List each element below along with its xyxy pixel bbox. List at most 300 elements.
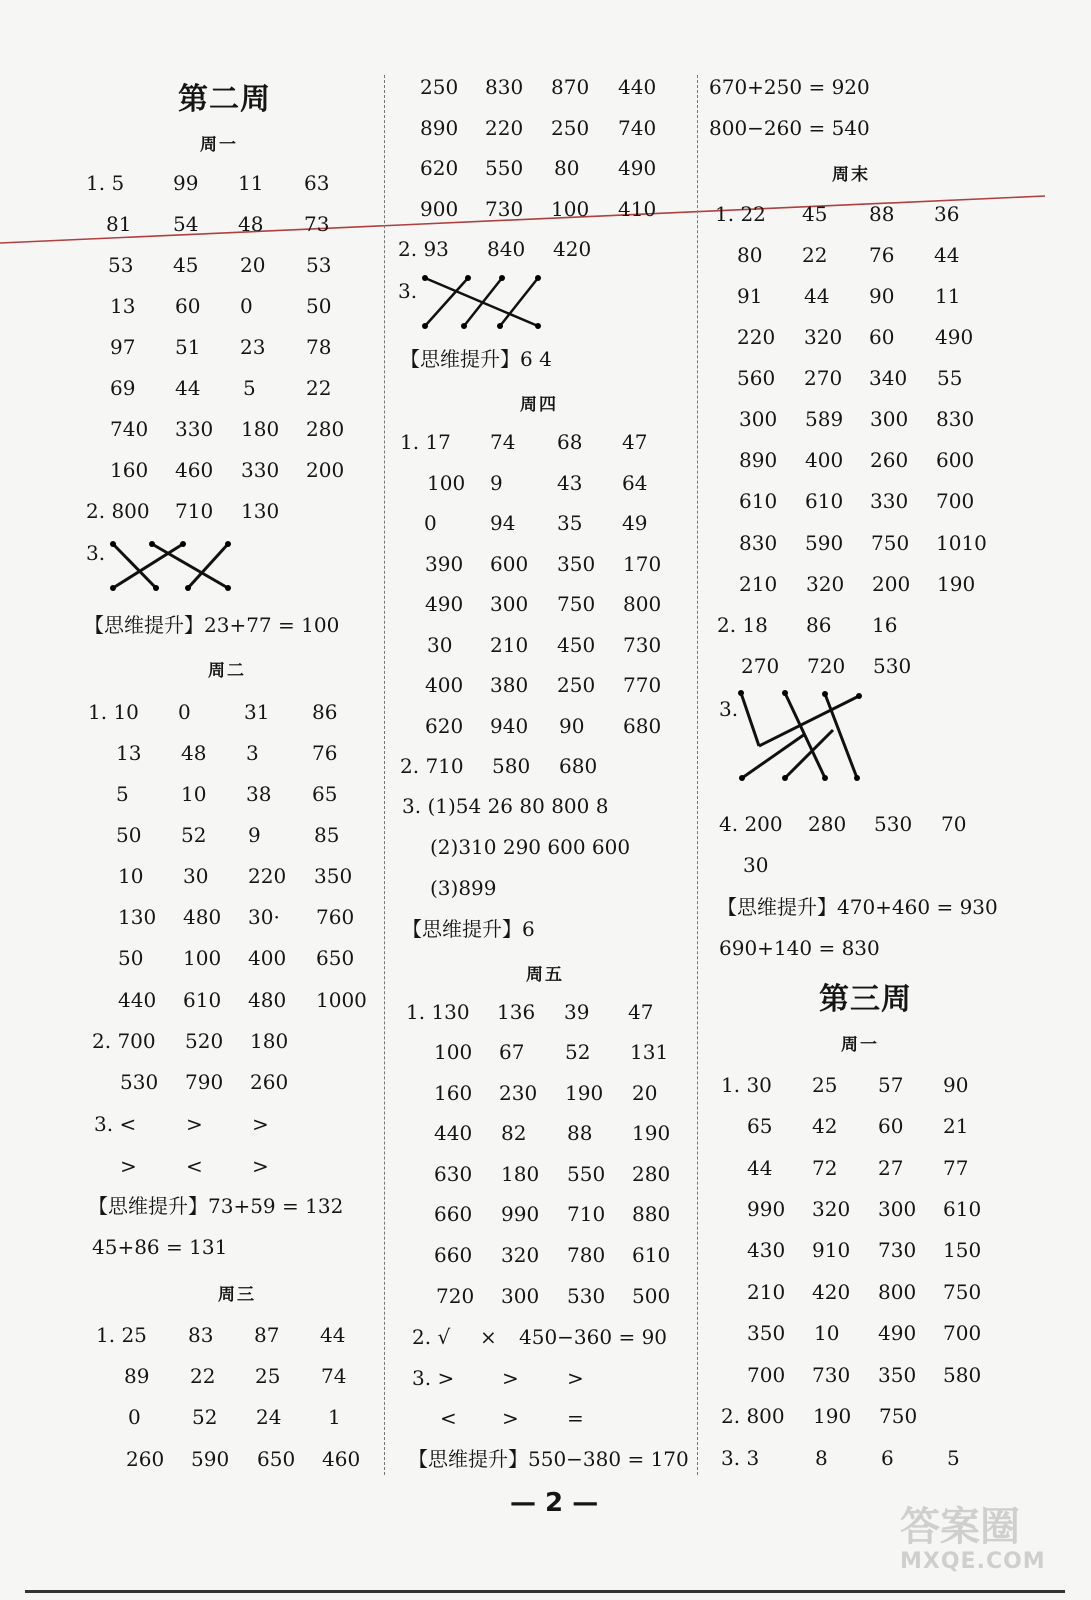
- answer-value: 63: [304, 171, 330, 195]
- answer-value: 280: [808, 812, 847, 836]
- column-1: [78, 0, 378, 1600]
- answer-value: 91: [737, 284, 763, 308]
- answer-value: 2. 800: [86, 499, 150, 523]
- answer-value: 3.: [719, 697, 739, 721]
- answer-value: 130: [241, 499, 280, 523]
- answer-value: 730: [485, 197, 524, 221]
- answer-value: 38: [246, 782, 272, 806]
- answer-value: 710: [567, 1202, 606, 1226]
- answer-value: 69: [110, 376, 136, 400]
- answer-value: 430: [747, 1238, 786, 1262]
- answer-value: 750: [943, 1280, 982, 1304]
- answer-value: 530: [567, 1284, 606, 1308]
- answer-value: 660: [434, 1202, 473, 1226]
- answer-value: 800: [623, 592, 662, 616]
- answer-value: 60: [869, 325, 895, 349]
- answer-value: 610: [943, 1197, 982, 1221]
- answer-value: 27: [878, 1156, 904, 1180]
- answer-value: 86: [806, 613, 832, 637]
- answer-value: (2)310 290 600 600: [430, 835, 631, 859]
- answer-value: 180: [241, 417, 280, 441]
- answer-value: 1. 25: [96, 1323, 147, 1347]
- answer-value: 180: [250, 1029, 289, 1053]
- answer-value: 1. 17: [400, 430, 451, 454]
- answer-value: 400: [425, 673, 464, 697]
- answer-value: 16: [872, 613, 898, 637]
- answer-value: 45+86 = 131: [92, 1235, 228, 1259]
- answer-value: >: [252, 1154, 269, 1178]
- answer-value: 53: [108, 253, 134, 277]
- answer-value: 【思维提升】6 4: [400, 347, 552, 371]
- answer-value: 50: [118, 946, 144, 970]
- answer-value: 90: [559, 714, 585, 738]
- answer-value: 650: [257, 1447, 296, 1471]
- answer-value: 600: [490, 552, 529, 576]
- bottom-rule: [25, 1590, 1065, 1593]
- answer-value: 44: [934, 243, 960, 267]
- answer-value: 740: [110, 417, 149, 441]
- answer-value: 30: [427, 633, 453, 657]
- answer-value: 1000: [316, 988, 367, 1012]
- answer-value: 190: [565, 1081, 604, 1105]
- day-heading-mon-week3: 周一: [841, 1035, 879, 1055]
- answer-value: 2. √: [412, 1325, 451, 1349]
- answer-value: 3: [246, 741, 259, 765]
- answer-value: 88: [869, 202, 895, 226]
- answer-value: 82: [501, 1121, 527, 1145]
- answer-value: 99: [173, 171, 199, 195]
- answer-value: 45: [173, 253, 199, 277]
- answer-value: 330: [241, 458, 280, 482]
- answer-value: 300: [878, 1197, 917, 1221]
- answer-value: 22: [190, 1364, 216, 1388]
- answer-value: 9: [248, 823, 261, 847]
- answer-value: 51: [175, 335, 201, 359]
- answer-value: 750: [879, 1404, 918, 1428]
- answer-value: 530: [873, 654, 912, 678]
- matching-lines-diagram: [108, 540, 238, 595]
- answer-value: 22: [306, 376, 332, 400]
- answer-value: 57: [878, 1073, 904, 1097]
- answer-value: 460: [322, 1447, 361, 1471]
- answer-value: 67: [499, 1040, 525, 1064]
- answer-value: 55: [937, 366, 963, 390]
- answer-value: 720: [807, 654, 846, 678]
- answer-value: 210: [747, 1280, 786, 1304]
- answer-value: 230: [499, 1081, 538, 1105]
- answer-value: 780: [567, 1243, 606, 1267]
- answer-value: 64: [622, 471, 648, 495]
- answer-value: 700: [747, 1363, 786, 1387]
- answer-value: 750: [557, 592, 596, 616]
- answer-value: 11: [935, 284, 961, 308]
- answer-value: 1. 10: [88, 700, 139, 724]
- answer-value: >: [186, 1112, 203, 1136]
- answer-value: 530: [120, 1070, 159, 1094]
- answer-value: 590: [191, 1447, 230, 1471]
- answer-value: 30: [183, 864, 209, 888]
- answer-value: 1. 130: [406, 1000, 470, 1024]
- answer-value: 60: [175, 294, 201, 318]
- answer-value: 390: [425, 552, 464, 576]
- answer-value: 990: [501, 1202, 540, 1226]
- answer-value: 450−360 = 90: [519, 1325, 668, 1349]
- answer-value: 190: [937, 572, 976, 596]
- answer-value: 44: [175, 376, 201, 400]
- answer-value: 830: [739, 531, 778, 555]
- answer-value: 680: [559, 754, 598, 778]
- answer-value: 3.: [398, 279, 418, 303]
- answer-value: 210: [739, 572, 778, 596]
- answer-value: 490: [618, 156, 657, 180]
- answer-value: 23: [240, 335, 266, 359]
- answer-value: 220: [737, 325, 776, 349]
- answer-value: 2. 18: [717, 613, 768, 637]
- answer-value: 300: [870, 407, 909, 431]
- answer-value: 170: [623, 552, 662, 576]
- matching-lines-diagram: [420, 274, 550, 334]
- answer-value: 83: [188, 1323, 214, 1347]
- answer-value: =: [567, 1406, 584, 1430]
- answer-value: 60: [878, 1114, 904, 1138]
- answer-value: 45: [802, 202, 828, 226]
- answer-value: 440: [618, 75, 657, 99]
- answer-value: 90: [869, 284, 895, 308]
- answer-value: 320: [806, 572, 845, 596]
- answer-value: 280: [306, 417, 345, 441]
- answer-value: 940: [490, 714, 529, 738]
- answer-value: 30: [743, 853, 769, 877]
- answer-value: 53: [306, 253, 332, 277]
- answer-value: 560: [737, 366, 776, 390]
- answer-value: 47: [622, 430, 648, 454]
- answer-value: 10: [181, 782, 207, 806]
- answer-value: 10: [814, 1321, 840, 1345]
- answer-value: 730: [878, 1238, 917, 1262]
- answer-value: 3.: [86, 541, 106, 565]
- answer-value: 43: [557, 471, 583, 495]
- answer-value: 100: [551, 197, 590, 221]
- answer-value: 300: [501, 1284, 540, 1308]
- answer-value: 220: [485, 116, 524, 140]
- day-heading-weekend: 周末: [832, 165, 870, 185]
- answer-value: 97: [110, 335, 136, 359]
- answer-value: 52: [192, 1405, 218, 1429]
- answer-value: 870: [551, 75, 590, 99]
- answer-value: 100: [434, 1040, 473, 1064]
- answer-value: 49: [622, 511, 648, 535]
- answer-value: 210: [490, 633, 529, 657]
- answer-value: 900: [420, 197, 459, 221]
- answer-value: 31: [244, 700, 270, 724]
- answer-value: 910: [812, 1238, 851, 1262]
- answer-value: 13: [116, 741, 142, 765]
- answer-value: <: [186, 1154, 203, 1178]
- answer-value: 589: [805, 407, 844, 431]
- answer-value: 22: [802, 243, 828, 267]
- answer-value: 880: [632, 1202, 671, 1226]
- day-heading-fri: 周五: [526, 965, 564, 985]
- answer-value: 50: [306, 294, 332, 318]
- answer-value: 350: [747, 1321, 786, 1345]
- answer-value: 2. 700: [92, 1029, 156, 1053]
- answer-value: 11: [238, 171, 264, 195]
- answer-value: 500: [632, 1284, 671, 1308]
- answer-value: 720: [436, 1284, 475, 1308]
- answer-value: 680: [623, 714, 662, 738]
- answer-value: 890: [420, 116, 459, 140]
- answer-value: 700: [936, 489, 975, 513]
- answer-value: 830: [485, 75, 524, 99]
- answer-value: 610: [183, 988, 222, 1012]
- answer-value: 3. >: [412, 1366, 455, 1390]
- answer-value: 20: [632, 1081, 658, 1105]
- answer-value: 260: [126, 1447, 165, 1471]
- answer-value: 400: [805, 448, 844, 472]
- answer-value: 131: [630, 1040, 669, 1064]
- day-heading-thu: 周四: [520, 395, 558, 415]
- answer-value: 200: [872, 572, 911, 596]
- answer-value: 2. 800: [721, 1404, 785, 1428]
- answer-value: 5: [947, 1446, 960, 1470]
- answer-value: >: [567, 1366, 584, 1390]
- week-title-3: 第三周: [819, 982, 912, 1017]
- answer-value: 81: [106, 212, 132, 236]
- answer-value: 72: [812, 1156, 838, 1180]
- answer-value: 【思维提升】73+59 = 132: [88, 1194, 344, 1218]
- answer-value: 610: [805, 489, 844, 513]
- day-heading-tue: 周二: [208, 661, 246, 681]
- answer-value: 580: [943, 1363, 982, 1387]
- answer-value: 52: [565, 1040, 591, 1064]
- answer-value: 730: [623, 633, 662, 657]
- answer-value: 8: [815, 1446, 828, 1470]
- answer-value: 88: [567, 1121, 593, 1145]
- answer-value: 74: [321, 1364, 347, 1388]
- answer-value: 760: [316, 905, 355, 929]
- answer-value: 350: [878, 1363, 917, 1387]
- answer-value: 136: [497, 1000, 536, 1024]
- answer-value: 690+140 = 830: [719, 936, 880, 960]
- answer-value: ×: [480, 1325, 497, 1349]
- answer-value: 670+250 = 920: [709, 75, 870, 99]
- answer-value: 1. 30: [721, 1073, 772, 1097]
- answer-value: 5: [116, 782, 129, 806]
- answer-value: 9: [490, 471, 503, 495]
- column-3: [707, 0, 1057, 1600]
- answer-value: 160: [110, 458, 149, 482]
- answer-value: 【思维提升】23+77 = 100: [84, 613, 340, 637]
- answer-value: 460: [175, 458, 214, 482]
- answer-value: 410: [618, 197, 657, 221]
- column-2: [392, 0, 692, 1600]
- answer-value: 90: [943, 1073, 969, 1097]
- answer-value: 21: [943, 1114, 969, 1138]
- answer-value: 42: [812, 1114, 838, 1138]
- answer-value: 73: [304, 212, 330, 236]
- answer-value: 3. 3: [721, 1446, 760, 1470]
- answer-value: 76: [869, 243, 895, 267]
- answer-value: 35: [557, 511, 583, 535]
- answer-value: 70: [941, 812, 967, 836]
- answer-value: 700: [943, 1321, 982, 1345]
- answer-value: 800: [878, 1280, 917, 1304]
- day-heading-wed: 周三: [218, 1285, 256, 1305]
- column-divider-left: [384, 75, 385, 1475]
- answer-value: (3)899: [430, 876, 497, 900]
- answer-value: 490: [878, 1321, 917, 1345]
- answer-value: 320: [804, 325, 843, 349]
- answer-value: 830: [936, 407, 975, 431]
- answer-value: 1010: [936, 531, 987, 555]
- answer-value: 250: [551, 116, 590, 140]
- answer-value: 840: [487, 237, 526, 261]
- answer-value: 330: [175, 417, 214, 441]
- answer-value: 600: [936, 448, 975, 472]
- answer-value: 85: [314, 823, 340, 847]
- answer-value: 520: [185, 1029, 224, 1053]
- answer-value: 78: [306, 335, 332, 359]
- answer-value: 44: [320, 1323, 346, 1347]
- answer-value: >: [502, 1366, 519, 1390]
- answer-value: 180: [501, 1162, 540, 1186]
- answer-value: 580: [492, 754, 531, 778]
- answer-value: 380: [490, 673, 529, 697]
- answer-value: 200: [306, 458, 345, 482]
- answer-value: >: [502, 1406, 519, 1430]
- answer-value: 76: [312, 741, 338, 765]
- answer-value: 80: [737, 243, 763, 267]
- answer-value: 10: [118, 864, 144, 888]
- answer-value: 1: [328, 1405, 341, 1429]
- answer-value: 1. 22: [715, 202, 766, 226]
- answer-value: 24: [256, 1405, 282, 1429]
- answer-value: 39: [564, 1000, 590, 1024]
- answer-value: 490: [425, 592, 464, 616]
- answer-value: 550: [567, 1162, 606, 1186]
- answer-value: 0: [178, 700, 191, 724]
- answer-value: 86: [312, 700, 338, 724]
- answer-value: 420: [553, 237, 592, 261]
- answer-value: 5: [243, 376, 256, 400]
- answer-value: 44: [804, 284, 830, 308]
- answer-value: 54: [173, 212, 199, 236]
- answer-value: 300: [739, 407, 778, 431]
- answer-value: 100: [427, 471, 466, 495]
- answer-value: >: [252, 1112, 269, 1136]
- answer-value: 150: [943, 1238, 982, 1262]
- answer-value: 190: [632, 1121, 671, 1145]
- answer-value: 65: [747, 1114, 773, 1138]
- answer-value: 270: [804, 366, 843, 390]
- answer-value: 440: [434, 1121, 473, 1145]
- answer-value: 0: [424, 511, 437, 535]
- answer-value: 400: [248, 946, 287, 970]
- answer-value: 260: [250, 1070, 289, 1094]
- column-divider-right: [697, 75, 698, 1475]
- answer-value: 340: [869, 366, 908, 390]
- answer-value: 44: [747, 1156, 773, 1180]
- answer-value: 220: [248, 864, 287, 888]
- answer-value: 160: [434, 1081, 473, 1105]
- answer-value: 47: [628, 1000, 654, 1024]
- answer-value: <: [440, 1406, 457, 1430]
- answer-value: 550: [485, 156, 524, 180]
- answer-value: 2. 93: [398, 237, 449, 261]
- answer-value: 650: [316, 946, 355, 970]
- matching-lines-diagram: [737, 690, 867, 785]
- answer-value: 250: [557, 673, 596, 697]
- answer-value: 630: [434, 1162, 473, 1186]
- answer-value: 890: [739, 448, 778, 472]
- answer-value: 48: [238, 212, 264, 236]
- answer-value: 50: [116, 823, 142, 847]
- answer-value: 660: [434, 1243, 473, 1267]
- answer-value: 48: [181, 741, 207, 765]
- page-number: — 2 —: [510, 1488, 599, 1518]
- answer-value: 330: [870, 489, 909, 513]
- answer-value: 68: [557, 430, 583, 454]
- answer-value: 3. <: [94, 1112, 137, 1136]
- answer-value: 530: [874, 812, 913, 836]
- answer-value: 480: [248, 988, 287, 1012]
- answer-value: 270: [741, 654, 780, 678]
- answer-value: 790: [185, 1070, 224, 1094]
- answer-value: 【思维提升】470+460 = 930: [717, 895, 998, 919]
- answer-value: 13: [110, 294, 136, 318]
- answer-value: 77: [943, 1156, 969, 1180]
- answer-value: 450: [557, 633, 596, 657]
- answer-value: 320: [812, 1197, 851, 1221]
- answer-value: 300: [490, 592, 529, 616]
- answer-value: 350: [557, 552, 596, 576]
- answer-value: 0: [240, 294, 253, 318]
- answer-value: 89: [124, 1364, 150, 1388]
- answer-value: 350: [314, 864, 353, 888]
- answer-value: 620: [425, 714, 464, 738]
- answer-value: 65: [312, 782, 338, 806]
- answer-value: 190: [813, 1404, 852, 1428]
- answer-value: 620: [420, 156, 459, 180]
- answer-value: 320: [501, 1243, 540, 1267]
- answer-value: 130: [118, 905, 157, 929]
- answer-value: 440: [118, 988, 157, 1012]
- answer-value: 80: [554, 156, 580, 180]
- answer-value: 260: [870, 448, 909, 472]
- answer-value: 87: [254, 1323, 280, 1347]
- answer-value: 590: [805, 531, 844, 555]
- answer-value: 【思维提升】550−380 = 170: [408, 1447, 689, 1471]
- answer-value: 770: [623, 673, 662, 697]
- answer-value: 0: [128, 1405, 141, 1429]
- answer-value: 6: [881, 1446, 894, 1470]
- answer-value: 25: [812, 1073, 838, 1097]
- answer-value: 490: [935, 325, 974, 349]
- answer-value: 94: [490, 511, 516, 535]
- answer-value: 420: [812, 1280, 851, 1304]
- answer-value: 610: [739, 489, 778, 513]
- answer-value: 250: [420, 75, 459, 99]
- answer-value: 280: [632, 1162, 671, 1186]
- answer-value: 20: [240, 253, 266, 277]
- answer-value: 52: [181, 823, 207, 847]
- answer-value: 100: [183, 946, 222, 970]
- answer-value: 710: [175, 499, 214, 523]
- answer-value: >: [120, 1154, 137, 1178]
- answer-value: 30·: [248, 905, 280, 929]
- answer-value: 1. 5: [86, 171, 125, 195]
- answer-value: 750: [871, 531, 910, 555]
